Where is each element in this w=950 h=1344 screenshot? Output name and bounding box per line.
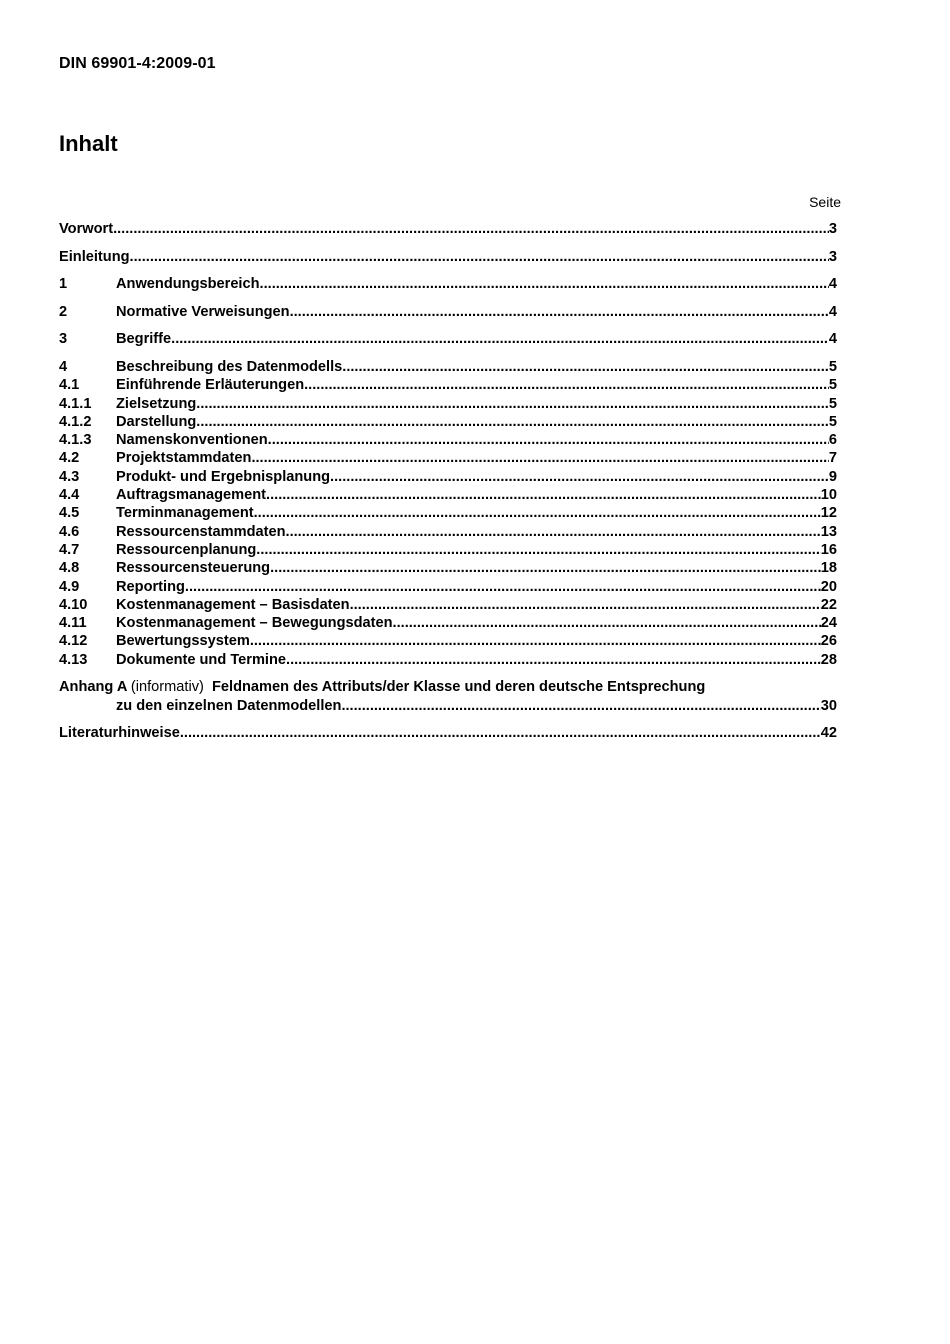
toc-entry[interactable] xyxy=(59,449,837,467)
toc-dot-leader xyxy=(286,523,821,541)
toc-dot-leader xyxy=(250,632,821,650)
annex-title-line-1: Feldnamen des Attributs/der Klasse und deren deutsche Entsprechung xyxy=(211,679,706,696)
toc-entry-title: Vorwort xyxy=(59,221,114,237)
toc-entry[interactable] xyxy=(59,504,837,522)
toc-entry-number: 1 xyxy=(59,276,68,293)
toc-entry-number: 4.1.2 xyxy=(59,413,92,430)
toc-entry[interactable] xyxy=(59,275,837,293)
toc-entry-number: 4.1.1 xyxy=(59,395,92,412)
toc-entry[interactable] xyxy=(59,303,837,321)
toc-entry-page: 18 xyxy=(820,560,837,577)
toc-entry-number: 4.2 xyxy=(59,450,80,467)
toc-entry[interactable] xyxy=(59,358,837,376)
toc-entry-title: Begriffe xyxy=(116,331,172,348)
toc-dot-leader xyxy=(330,468,829,486)
annex-line-2 xyxy=(59,697,837,715)
toc-entry-title: Kostenmanagement – Basisdaten xyxy=(116,596,350,613)
toc-entry-page: 9 xyxy=(828,468,837,485)
toc-dot-leader xyxy=(256,541,820,559)
toc-dot-leader xyxy=(268,431,829,449)
toc-entry-page: 5 xyxy=(828,413,837,430)
toc-entry-number: 4.13 xyxy=(59,651,88,668)
toc-entry-page: 5 xyxy=(828,395,837,412)
toc-heading: Inhalt xyxy=(59,131,118,156)
toc-entry-number: 4.12 xyxy=(59,633,88,650)
toc-entry[interactable] xyxy=(59,651,837,669)
annex-informative-tag: (informativ) xyxy=(130,679,204,696)
toc-entry[interactable] xyxy=(59,596,837,614)
toc-entry-title: Produkt- und Ergebnisplanung xyxy=(116,468,331,485)
toc-page-column-label: Seite xyxy=(809,194,841,210)
toc-entry-title: Projektstammdaten xyxy=(116,450,252,467)
toc-entry-title: Terminmanagement xyxy=(116,505,254,522)
toc-dot-leader xyxy=(196,413,829,431)
toc-dot-leader xyxy=(196,395,829,413)
toc-entry-number: 4.7 xyxy=(59,541,80,558)
toc-dot-leader xyxy=(254,504,821,522)
toc-entry-page: 24 xyxy=(820,615,837,632)
toc-entry-page: 22 xyxy=(820,596,837,613)
toc-entry-page: 28 xyxy=(820,651,837,668)
toc-dot-leader xyxy=(260,275,829,293)
toc-entry[interactable] xyxy=(59,578,837,596)
toc-entry-title: Dokumente und Termine xyxy=(116,651,287,668)
toc-entry[interactable] xyxy=(59,632,837,650)
toc-entry-title: Zielsetzung xyxy=(116,395,197,412)
toc-entry-page: 3 xyxy=(828,248,837,265)
toc-entry[interactable] xyxy=(59,376,837,394)
annex-line-1 xyxy=(59,678,837,696)
toc-entry[interactable] xyxy=(59,614,837,632)
toc-entry-page: 5 xyxy=(828,377,837,394)
toc-entry-page: 6 xyxy=(828,432,837,449)
toc-dot-leader xyxy=(270,559,821,577)
toc-entry[interactable] xyxy=(59,413,837,431)
toc-entry-title: Einleitung xyxy=(59,248,130,265)
toc-entry-page: 16 xyxy=(820,541,837,558)
toc-entry-page: 4 xyxy=(828,303,837,320)
toc-entry-page: 3 xyxy=(828,221,837,237)
toc-entry-number: 4.8 xyxy=(59,560,80,577)
toc-dot-leader xyxy=(180,724,821,742)
toc-dot-leader xyxy=(185,578,821,596)
toc-entry-title: Literaturhinweise xyxy=(59,725,180,742)
annex-title-line-2: zu den einzelnen Datenmodellen xyxy=(116,697,342,714)
toc-entry-page: 42 xyxy=(820,725,837,742)
toc-entry-page: 5 xyxy=(828,358,837,375)
toc-entry[interactable] xyxy=(59,330,837,348)
toc-dot-leader xyxy=(350,596,821,614)
toc-entry-page: 26 xyxy=(820,633,837,650)
document-header-id: DIN 69901-4:2009-01 xyxy=(59,55,216,72)
toc-entry-number: 4.11 xyxy=(59,615,87,632)
toc-entry-page: 4 xyxy=(828,276,837,293)
toc-entry-annex[interactable] xyxy=(59,678,837,715)
toc-entry[interactable] xyxy=(59,248,837,266)
toc-entry-title: Namenskonventionen xyxy=(116,432,268,449)
annex-label: Anhang A xyxy=(59,679,127,696)
toc-entry[interactable] xyxy=(59,431,837,449)
toc-dot-leader xyxy=(341,697,820,715)
toc-dot-leader xyxy=(393,614,821,632)
toc-entry-title: Darstellung xyxy=(116,413,197,430)
toc-entry[interactable] xyxy=(59,523,837,541)
toc-entry-page: 4 xyxy=(828,331,837,348)
toc-entry-number: 4.9 xyxy=(59,578,80,595)
toc-entry-number: 4.1.3 xyxy=(59,432,92,449)
toc-entry-number: 4.5 xyxy=(59,505,80,522)
toc-entry-title: Einführende Erläuterungen xyxy=(116,377,305,394)
toc-entry-bibliography[interactable] xyxy=(59,724,837,742)
toc-dot-leader xyxy=(130,248,829,266)
toc-entry-number: 4 xyxy=(59,358,68,375)
toc-entry-number: 3 xyxy=(59,331,68,348)
toc-dot-leader xyxy=(286,651,821,669)
toc-dot-leader xyxy=(171,330,829,348)
toc-entry[interactable] xyxy=(59,541,837,559)
toc-entry-title: Reporting xyxy=(116,578,185,595)
toc-entry-number: 4.4 xyxy=(59,487,80,504)
toc-entry-number: 4.6 xyxy=(59,523,80,540)
toc-entry-page: 13 xyxy=(820,523,837,540)
toc-entry-page: 12 xyxy=(820,505,837,522)
toc-dot-leader xyxy=(266,486,821,504)
toc-entry-title: Ressourcenstammdaten xyxy=(116,523,286,540)
toc-entry[interactable] xyxy=(59,468,837,486)
toc-entry[interactable] xyxy=(59,559,837,577)
toc-entry-title: Ressourcensteuerung xyxy=(116,560,271,577)
toc-entry-page: 10 xyxy=(820,487,837,504)
toc-entry-title: Ressourcenplanung xyxy=(116,541,257,558)
toc-entry-title: Beschreibung des Datenmodells xyxy=(116,358,343,375)
toc-entry-title: Auftragsmanagement xyxy=(116,487,267,504)
toc-entry-page: 7 xyxy=(828,450,837,467)
toc-entry-title: Normative Verweisungen xyxy=(116,303,290,320)
toc-entry[interactable] xyxy=(59,220,837,238)
toc-entry-title: Anwendungsbereich xyxy=(116,276,260,293)
toc-entry-page: 30 xyxy=(820,697,837,714)
table-of-contents xyxy=(59,220,837,743)
toc-entry[interactable] xyxy=(59,395,837,413)
toc-dot-leader xyxy=(342,358,829,376)
toc-entry-number: 4.10 xyxy=(59,596,88,613)
toc-dot-leader xyxy=(290,303,829,321)
toc-dot-leader xyxy=(304,376,829,394)
toc-entry-title: Kostenmanagement – Bewegungsdaten xyxy=(116,615,393,632)
toc-dot-leader xyxy=(251,449,828,467)
toc-entry-number: 4.3 xyxy=(59,468,80,485)
toc-dot-leader xyxy=(113,220,829,238)
toc-entry-title: Bewertungssystem xyxy=(116,633,250,650)
toc-entry-number: 4.1 xyxy=(59,377,80,394)
toc-entry[interactable] xyxy=(59,486,837,504)
toc-entry-page: 20 xyxy=(820,578,837,595)
toc-entry-number: 2 xyxy=(59,303,68,320)
